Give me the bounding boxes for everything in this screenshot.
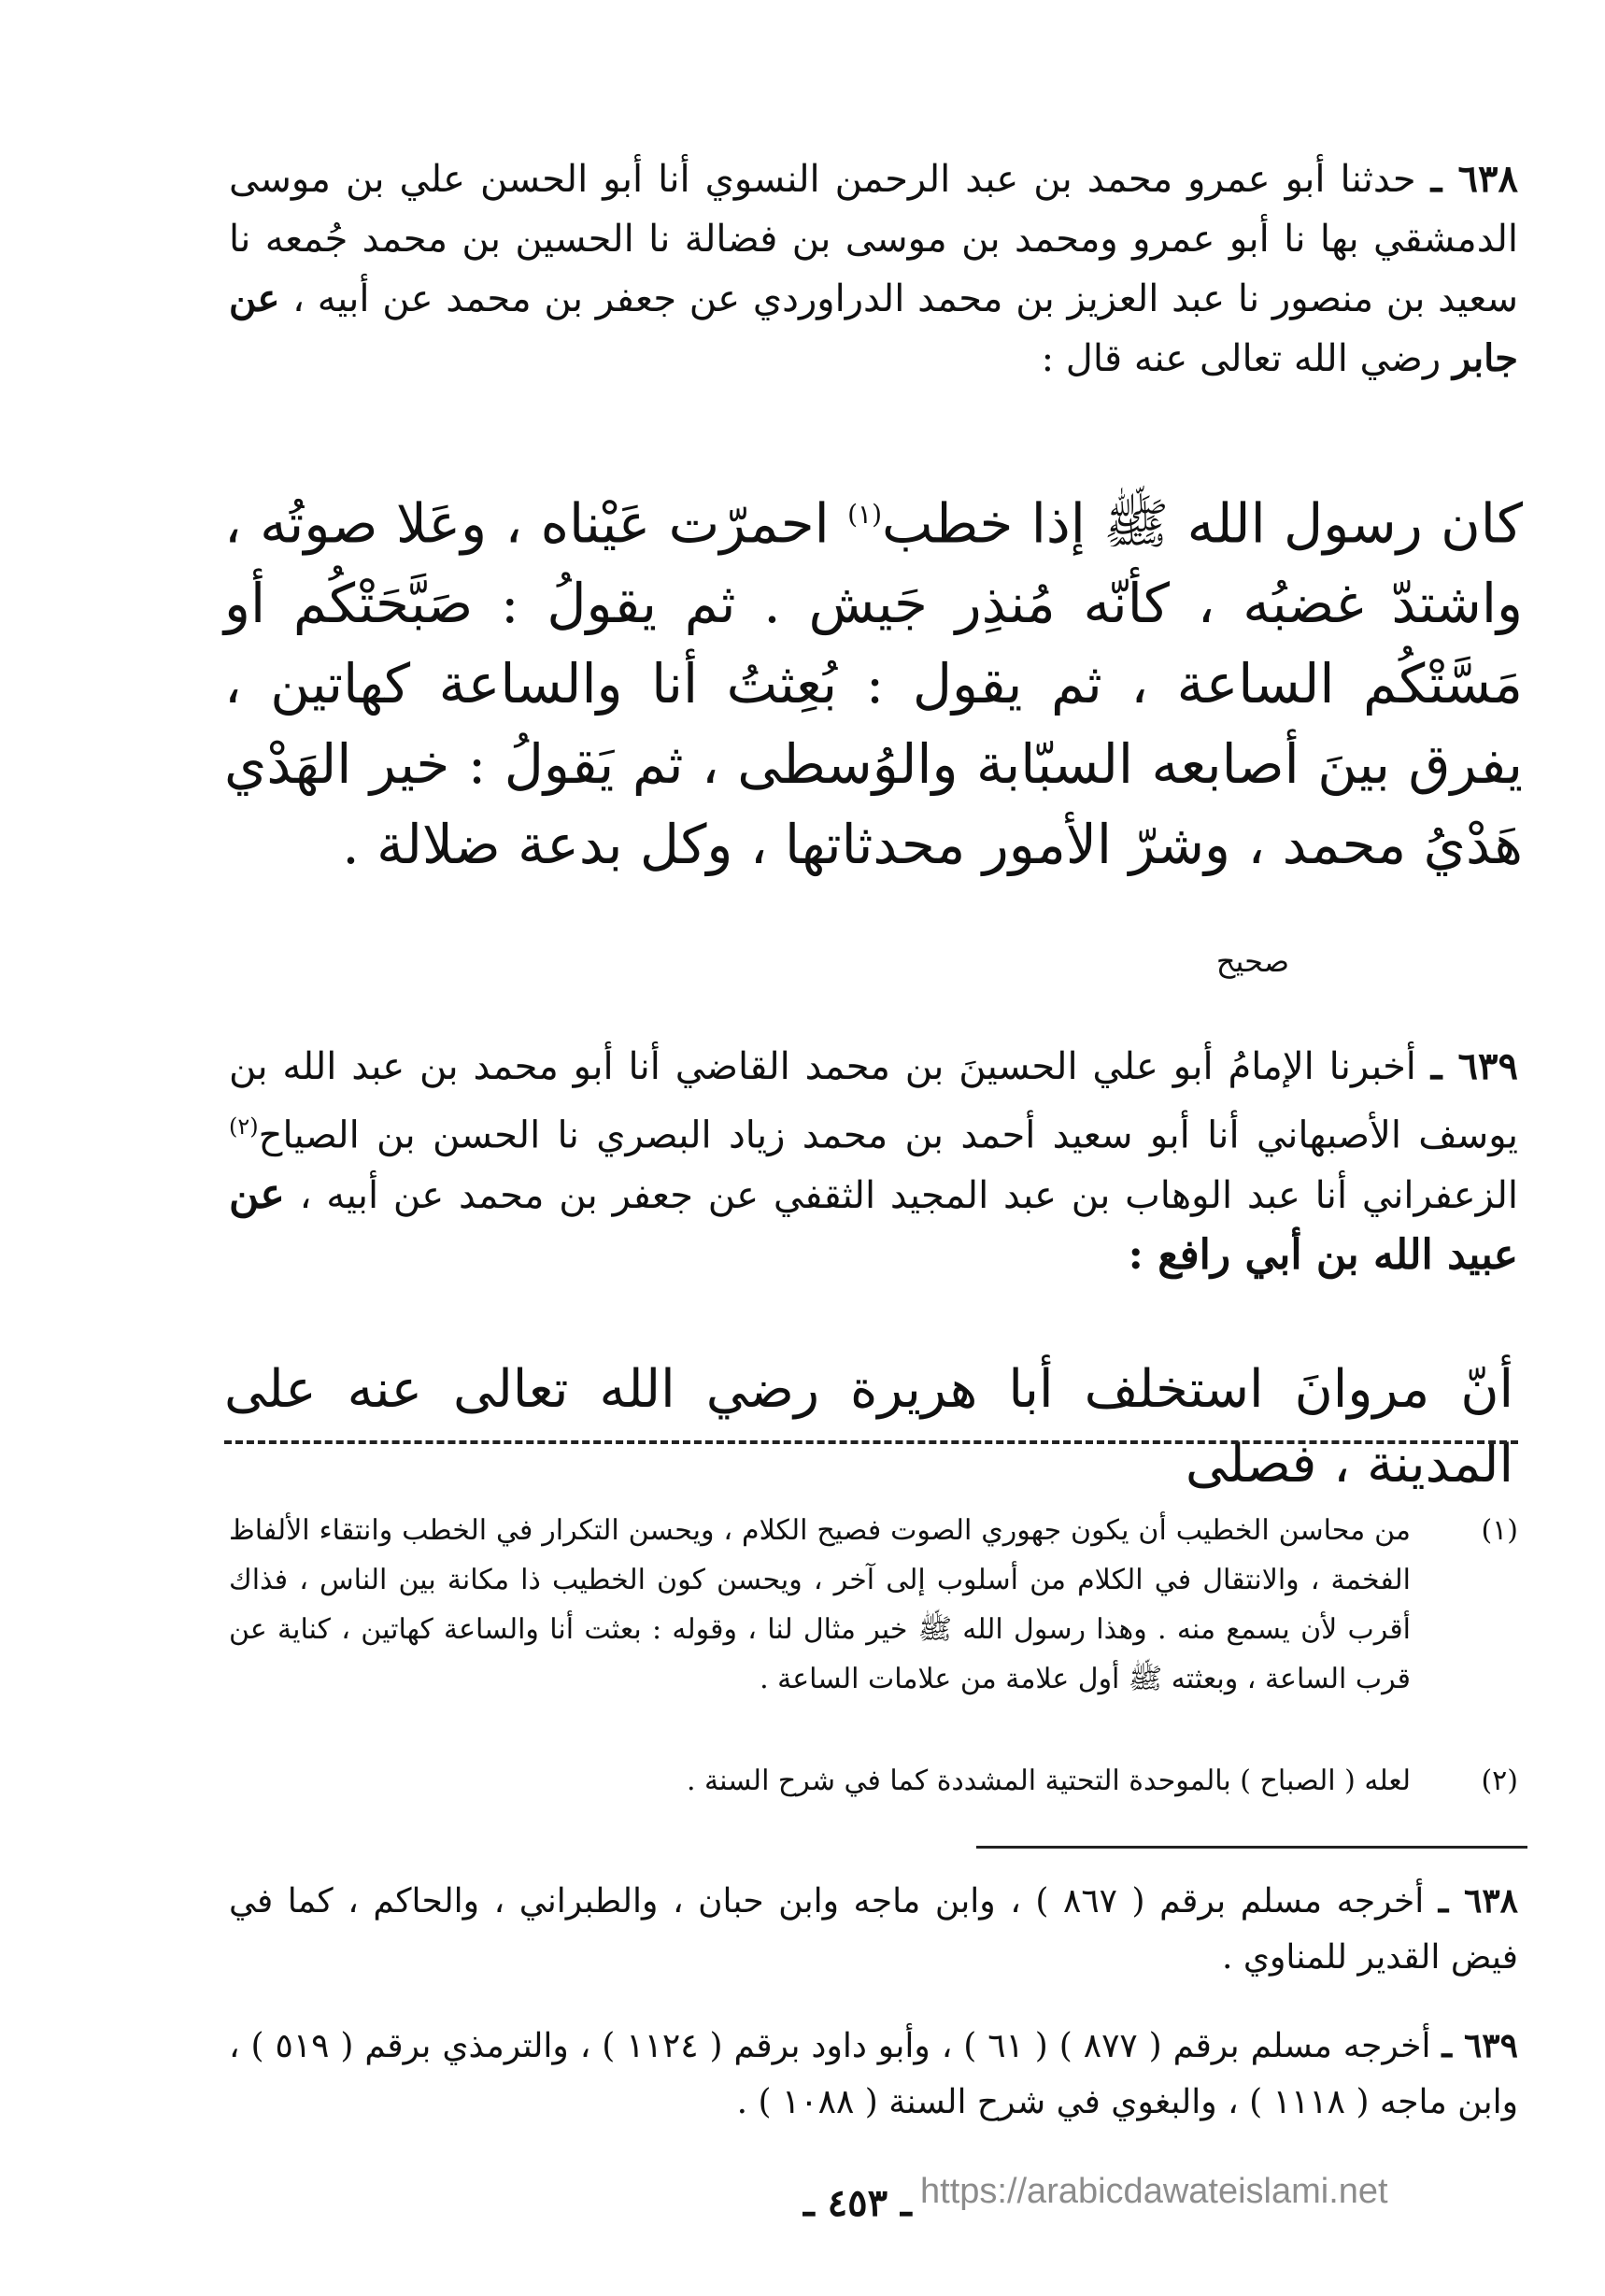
takhrij-text: أخرجه مسلم برقم ( ٨٧٧ ) ( ٦١ ) ، وأبو داود برقم ( ١١٢٤ ) ، والترمذي برقم ( ٥١٩ ) ، وابن ماجه ( ١١١٨ ) ، والبغوي في شرح السنة ( ١٠٨٨ ) . xyxy=(229,2027,1518,2121)
takhrij-entry xyxy=(229,2018,1518,2131)
hadith-number: ٦٣٩ ـ xyxy=(1430,1044,1518,1088)
isnad-text: الزعفراني أنا عبد الوهاب بن عبد المجيد الثقفي عن جعفر بن محمد عن أبيه ، xyxy=(299,1174,1519,1218)
matn-text: كان رسول الله ﷺ إذا خطب xyxy=(882,491,1524,556)
footnote xyxy=(229,1506,1518,1704)
hadith-639-matn: أنّ مروانَ استخلف أبا هريرة رضي الله تعالى عنه على المدينة ، فصلى xyxy=(224,1359,1513,1495)
narrator-name: عن جابر xyxy=(229,276,1518,380)
isnad-text: حدثنا أبو عمرو محمد بن عبد الرحمن النسوي أنا أبو الحسن علي بن موسى الدمشقي بها نا أبو عمرو ومحمد بن موسى بن فضالة نا الحسين بن محمد جُمعه نا سعيد بن منصور نا عبد العزيز بن محمد الدراوردي عن جعفر بن محمد عن أبيه ، xyxy=(229,158,1519,320)
dashed-separator xyxy=(224,1440,1518,1444)
takhrij-text: أخرجه مسلم برقم ( ٨٦٧ ) ، وابن ماجه وابن حبان ، والطبراني ، والحاكم ، كما في فيض القدير للمناوي . xyxy=(229,1882,1518,1977)
footnote-ref[interactable]: (١) xyxy=(847,499,883,530)
footnote-number: (١) xyxy=(1481,1514,1518,1547)
hadith-639-isnad xyxy=(229,1037,1518,1286)
matn-text: احمرّت عَيْناه ، وعَلا صوتُه ، واشتدّ غضبُه ، كأنّه مُنذِر جَيش . ثم يقولُ : صَبَّحَتْكُم أو مَسَّتْكُم الساعة ، ثم يقول : بُعِثتُ أنا والساعة كهاتين ، يفرق بينَ أصابعه السبّابة والوُسطى ، ثم يَقولُ : خير الهَدْي هَدْيُ محمد ، وشرّ الأمور محدثاتها ، وكل بدعة ضلالة . xyxy=(224,491,1523,877)
hadith-638-matn xyxy=(224,475,1523,885)
takhrij-entry xyxy=(229,1873,1518,1986)
isnad-text: رضي الله تعالى عنه قال : xyxy=(1041,337,1442,380)
footnote-rule xyxy=(976,1846,1527,1849)
isnad-text: أخبرنا الإمامُ أبو علي الحسينَ بن محمد القاضي أنا أبو محمد بن عبد الله بن يوسف الأصبهاني أنا أبو سعيد أحمد بن محمد زياد البصري نا الحسن بن الصياح xyxy=(229,1045,1519,1157)
page-number: ـ ٤٥٣ ـ xyxy=(803,2181,912,2225)
narrator-name: عن عبيد الله بن أبي رافع : xyxy=(229,1170,1518,1280)
watermark-url[interactable]: https://arabicdawateislami.net xyxy=(920,2172,1388,2211)
footnote xyxy=(229,1756,1518,1806)
footnote-number: (٢) xyxy=(1481,1765,1518,1797)
hadith-number: ٦٣٨ ـ xyxy=(1430,157,1518,201)
footnote-text: لعله ( الصباح ) بالموحدة التحتية المشددة كما في شرح السنة . xyxy=(686,1765,1411,1797)
hadith-grade: صحيح xyxy=(1215,943,1289,979)
takhrij-number: ٦٣٩ ـ xyxy=(1442,2026,1518,2065)
footnote-text: من محاسن الخطيب أن يكون جهوري الصوت فصيح الكلام ، ويحسن التكرار في الخطب وانتقاء الألفاظ الفخمة ، والانتقال في الكلام من أسلوب إلى آخر ، ويحسن كون الخطيب ذا مكانة بين الناس ، فذاك أقرب لأن يسمع منه . وهذا رسول الله ﷺ خير مثال لنا ، وقوله : بعثت أنا والساعة كهاتين ، كناية عن قرب الساعة ، وبعثته ﷺ أول علامة من علامات الساعة . xyxy=(229,1514,1411,1695)
footnote-ref[interactable]: (٢) xyxy=(229,1113,259,1140)
hadith-638-isnad xyxy=(229,149,1518,389)
takhrij-number: ٦٣٨ ـ xyxy=(1438,1881,1518,1920)
